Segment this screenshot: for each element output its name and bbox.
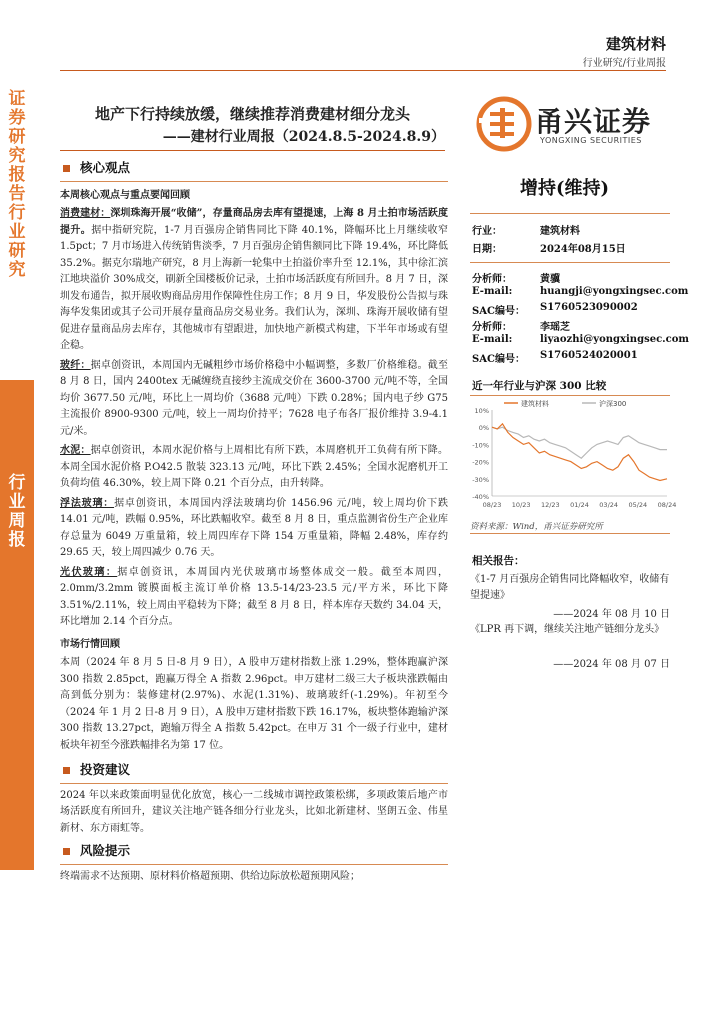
email-label: E-mail: bbox=[472, 334, 513, 345]
info-divider bbox=[470, 262, 670, 263]
risk-heading: 风险提示 bbox=[60, 843, 448, 860]
header-report-type: 行业研究/行业周报 bbox=[582, 58, 666, 69]
x-tick-label: 05/24 bbox=[628, 501, 648, 509]
investment-paragraph: 2024 年以来政策面明显优化放宽，核心一二线城市调控政策松绑，多项政策后地产市场活跃度有所回升，建议关注地产链各细分行业龙头，比如北新建材、坚朗五金、伟星新材、东方雨虹等。 bbox=[60, 789, 448, 834]
series-line bbox=[492, 427, 667, 458]
y-tick-label: 0% bbox=[478, 424, 489, 433]
sidebar-top-label: 证券研究报告 行业研究 bbox=[8, 89, 26, 280]
market-review-paragraph: 本周（2024 年 8 月 5 日-8 月 9 日），A 股申万建材指数上涨 1.29%，整体跑赢沪深 300 指数 2.85pct，跑赢万得全 A 指数 2.96pct。申万建材二级三大子板块涨跌幅由高到低分别为：装修建材(2.97%)、水泥(1.31%)、玻璃玻纤(-1.29%)。年初至今（2024 年 1 月 2 日-8 月 9 日），A 股申万建材指数下跌 16.17%，板块整体跑输沪深 300 指数 13.27pct，跑输万得全 A 指数 5.42pct。在申万 31 个一级子行业中，建材板块年初至今涨跌幅排名为第 17 位。 bbox=[60, 657, 448, 751]
header-divider bbox=[60, 70, 666, 71]
logo-text-en: YONGXING SECURITIES bbox=[540, 136, 642, 145]
email-label: E-mail: bbox=[472, 286, 513, 297]
y-tick-label: -10% bbox=[472, 441, 489, 450]
section-divider bbox=[60, 783, 448, 784]
chart-divider bbox=[470, 533, 670, 534]
sidebar-bottom-label: 行业周报 bbox=[0, 380, 34, 870]
comparison-chart bbox=[462, 396, 677, 518]
section-square-icon bbox=[63, 848, 70, 855]
analyst-sac: S1760523090002 bbox=[540, 302, 638, 313]
x-tick-label: 12/23 bbox=[540, 501, 560, 509]
date-label: 日期： bbox=[472, 244, 502, 255]
info-divider bbox=[470, 213, 670, 214]
weekly-review-subheading: 本周核心观点与重点要闻回顾 bbox=[60, 189, 190, 201]
x-tick-label: 08/23 bbox=[482, 501, 502, 509]
analyst-label: 分析师： bbox=[472, 274, 512, 285]
x-tick-label: 10/23 bbox=[511, 501, 531, 509]
glass-fiber-paragraph: 玻纤：据卓创资讯，本周国内无碱粗纱市场价格稳中小幅调整，多数厂价格维稳。截至 8 月 8 日，国内 2400tex 无碱缠绕直接纱主流成交价在 3600-3700 元/吨不等，全国均价 3677.50 元/吨，环比上一周均价（3688 元/吨）下跌 0.28%；国内电子纱 G75 主流报价 8900-9300 元/吨，较上一周均价持平；7628 电子布各厂报价维持 3.9-4.1 元/米。 bbox=[60, 359, 449, 437]
logo-text-cn: 甬兴证券 bbox=[535, 105, 652, 138]
related-report-link[interactable]: 《LPR 再下调，继续关注地产链细分龙头》 bbox=[470, 624, 665, 635]
section-divider bbox=[60, 864, 448, 865]
market-review-subheading: 市场行情回顾 bbox=[60, 638, 120, 650]
x-tick-label: 03/24 bbox=[599, 501, 619, 509]
float-glass-paragraph: 浮法玻璃：据卓创资讯，本周国内浮法玻璃均价 1456.96 元/吨，较上周均价下跌 14.01 元/吨，跌幅 0.95%，环比跌幅收窄。截至 8 月 8 日，重点监测省份生产企业库存总量为 6049 万重量箱，较上周四库存下降 154 万重量箱，降幅 2.48%，库存约 29.65 天，较上周四减少 0.76 天。 bbox=[60, 497, 448, 558]
legend-label: 建筑材料 bbox=[521, 400, 549, 408]
chart-source: 资料来源：Wind，甬兴证券研究所 bbox=[470, 522, 603, 532]
chart-title: 近一年行业与沪深 300 比较 bbox=[472, 380, 607, 392]
y-tick-label: -40% bbox=[472, 493, 489, 501]
title-divider bbox=[60, 150, 445, 151]
related-reports-heading: 相关报告： bbox=[472, 555, 525, 567]
legend-label: 沪深300 bbox=[599, 400, 627, 408]
analyst-sac: S1760524020001 bbox=[540, 350, 638, 361]
y-tick-label: 10% bbox=[474, 407, 489, 415]
x-tick-label: 08/24 bbox=[657, 501, 677, 509]
yongxing-logo-icon bbox=[476, 96, 532, 152]
investment-heading: 投资建议 bbox=[60, 762, 448, 779]
section-square-icon bbox=[63, 165, 70, 172]
date-value: 2024年08月15日 bbox=[540, 244, 626, 255]
pv-glass-paragraph: 光伏玻璃：据卓创资讯，本周国内光伏玻璃市场整体成交一般。截至本周四，2.0mm/3.2mm 镀膜面板主流订单价格 13.5-14/23-23.5 元/平方米，环比下降 3.51%/2.11%，较上周由平稳转为下降；截至 8 月 8 日，样本库存天数约 34.04 天，环比增加 2.14 个百分点。 bbox=[60, 566, 449, 627]
header-industry: 建筑材料 bbox=[605, 35, 666, 53]
consumer-building-paragraph: 消费建材：深圳珠海开展“收储”，存量商品房去库有望提速，上海 8 月土拍市场活跃度提升。据中指研究院，1-7 月百强房企销售同比下降 40.1%，降幅环比上月继续收窄 1.5pct；7 月市场进入传统销售淡季，7 月百强房企销售额同比下降 19.4%，环比降低 35.2%。据克尔瑞地产研究，8 月上海新一轮集中土拍溢价率升至 12.1%，其中徐汇滨江地块溢价 30%成交，刷新全国楼板价记录，土拍市场活跃度有所回升。8 月 7 日，深圳发布通告，拟开展收购商品房用作保障性住房工作；8 月 9 日，华发股份公告拟与珠海华发集团或其子公司开展存量商品房交易业务。我们认为，深圳、珠海开展收储有望促进存量商品房去库存，其他城市有望跟进，加快地产新模式构建，下半年市场或有望企稳。 bbox=[60, 208, 449, 351]
main-content bbox=[60, 160, 448, 888]
industry-value: 建筑材料 bbox=[540, 226, 580, 237]
series-line bbox=[492, 424, 667, 481]
report-title: 地产下行持续放缓，继续推荐消费建材细分龙头 bbox=[94, 105, 410, 123]
core-view-heading: 核心观点 bbox=[60, 160, 448, 177]
analyst-email[interactable]: liyaozhi@yongxingsec.com bbox=[540, 334, 689, 345]
y-tick-label: -20% bbox=[472, 458, 489, 467]
industry-label: 行业： bbox=[472, 226, 502, 237]
rating: 增持(维持) bbox=[520, 178, 610, 199]
cement-paragraph: 水泥：据卓创资讯，本周水泥价格与上周相比有所下跌，本周磨机开工负荷有所下降。本周全国水泥价格 P.O42.5 散装 323.13 元/吨，环比下跌 2.45%；全国水泥磨机开工负荷均值 46.30%，较上周下降 0.21 个百分点，由升转降。 bbox=[60, 445, 449, 489]
sac-label: SAC编号： bbox=[472, 306, 525, 317]
related-report-link[interactable]: 《1-7 月百强房企销售同比降幅收窄，收储有望提速》 bbox=[470, 574, 670, 601]
analyst-email[interactable]: huangji@yongxingsec.com bbox=[540, 286, 689, 297]
report-subtitle: ——建材行业周报（2024.8.5-2024.8.9） bbox=[162, 129, 445, 145]
section-square-icon bbox=[63, 767, 70, 774]
analyst-label: 分析师： bbox=[472, 322, 512, 333]
analyst-name: 黄骥 bbox=[540, 274, 560, 285]
related-report-date: ——2024 年 08 月 10 日 bbox=[553, 609, 670, 620]
y-tick-label: -30% bbox=[472, 475, 489, 484]
risk-paragraph: 终端需求不达预期、原材料价格超预期、供给边际放松超预期风险； bbox=[60, 870, 360, 882]
x-tick-label: 01/24 bbox=[570, 501, 589, 509]
section-divider bbox=[60, 181, 448, 182]
sac-label: SAC编号： bbox=[472, 354, 525, 365]
related-report-date: ——2024 年 08 月 07 日 bbox=[553, 659, 670, 670]
analyst-name: 李瑶芝 bbox=[540, 322, 570, 333]
